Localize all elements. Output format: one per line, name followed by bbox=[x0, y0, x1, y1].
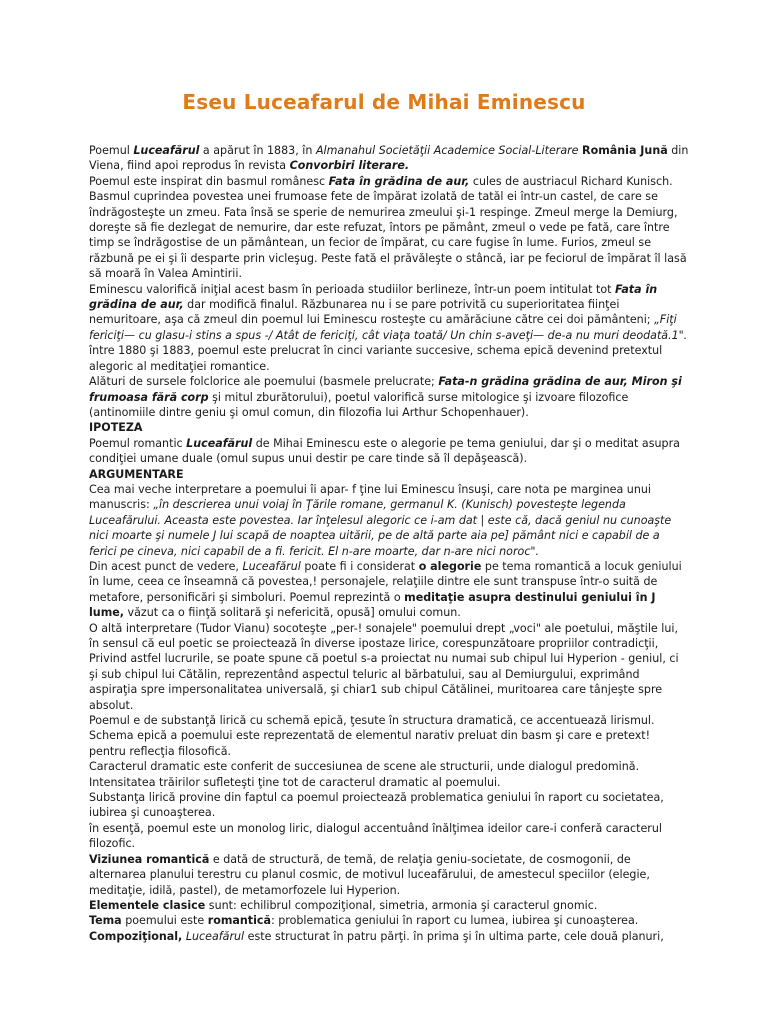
text-run: Caracterul dramatic este conferit de succesiunea de scene ale structurii, unde dialogul predomină. Intensitatea trăirilor sufleteşti ţine tot de caracterul dramatic al poemului. bbox=[89, 760, 640, 789]
text-run: Luceafărul bbox=[133, 144, 200, 157]
text-run: Luceafărul bbox=[242, 559, 301, 573]
paragraph bbox=[89, 374, 689, 420]
text-run: de Mihai Eminescu este o alegorie pe tema geniului, dar şi o meditat asupra condiţiei umane duale (omul supus unui destir pe care tinde să îl depăşească). bbox=[89, 436, 680, 466]
text-run: O altă interpretare (Tudor Vianu) socoteşte „per-! sonajele" poemului drept „voci" ale poetului, măştile lui, în sensul că eul poetic se proiectează în diverse ipostaze lirice, corespunzătoare propriilor contradicţii, Privind astfel lucrurile, se poate spune că poetul s-a proiectat nu numai sub chipul lui Hyperion - geniul, ci şi sub chipul lui Cătălin, reprezentând aspectul teluric al bărbatului, sau al Demiurgului, exprimând aspiraţia spre impersonalitatea universală, şi chiar1 sub chipul Cătălinei, muritoarea care tânjeşte spre absolut. bbox=[89, 621, 679, 712]
text-run: romantică bbox=[207, 914, 271, 928]
paragraph bbox=[89, 559, 689, 621]
paragraph bbox=[89, 929, 689, 944]
text-run: Poemul e de substanţă lirică cu schemă epică, ţesute în structura dramatică, ce accentuează lirismul. Schema epică a poemului este reprezentată de elementul narativ preluat din basm şi care e pretext! pentru reflecţia filosofică. bbox=[89, 714, 655, 758]
text-run: dar modifică finalul. Răzbunarea nu i se pare potrivită cu superioritatea fiinţei nemuritoare, aşa că zmeul din poemul lui Eminescu rosteşte cu amărăciune către cei doi pământeni; bbox=[89, 298, 655, 327]
text-run: Viziunea romantică bbox=[89, 852, 210, 866]
text-run: şi mitul zburătorului), poetul valorifică surse mitologice şi izvoare filozofice (antinomiile dintre geniu şi omul comun, din filozofia lui Arthur Schopenhauer). bbox=[89, 390, 629, 419]
text-run: a apărut în 1883, în bbox=[199, 144, 316, 157]
text-run: ARGUMENTARE bbox=[89, 467, 184, 481]
text-run: o alegorie bbox=[418, 559, 482, 573]
paragraph bbox=[89, 482, 689, 559]
text-run: Luceafărul bbox=[186, 436, 253, 450]
text-run: meditaţie asupra destinului geniului în J lume, bbox=[89, 590, 656, 620]
text-run: sunt: echilibrul compoziţional, simetria, armonia şi caracterul gnomic. bbox=[205, 898, 598, 912]
text-run: între 1880 şi 1883, poemul este prelucrat în cinci variante succesive, schema epică devenind pretextul alegoric al meditaţiei romantice. bbox=[89, 344, 663, 373]
text-run: Poemul romantic bbox=[89, 436, 187, 450]
text-run: Fata în grădina de aur, bbox=[328, 174, 470, 188]
text-run: este structurat în patru părţi. în prima şi în ultima parte, cele două planuri, bbox=[244, 929, 664, 943]
paragraph bbox=[89, 174, 689, 189]
text-run: din Viena, fiind apoi reprodus în revista bbox=[89, 144, 689, 173]
paragraph bbox=[89, 621, 689, 713]
text-run: Basmul cuprindea povestea unei frumoase fete de împărat izolată de tatăl ei într-un castel, de care se îndrăgosteşte un zmeu. Fata însă se sperie de nemurirea zmeului şi-1 respinge. Zmeul merge la Demiurg, doreşte să fie dezlegat de nemurire, dar este refuzat, întors pe pământ, zmeul o vede pe fată, care între timp se îndrăgostise de un pământean, un fecior de împărat, cu care fugise în lume. Furios, zmeul se răzbună pe ei şi îi desparte prin vicleşug. Peste fată el prăvăleşte o stâncă, iar pe feciorul de împărat îl lasă să moară în Valea Amintirii. bbox=[89, 190, 687, 281]
paragraph bbox=[89, 436, 689, 467]
document-title: Eseu Luceafarul de Mihai Eminescu bbox=[182, 90, 586, 114]
text-run: poemului este bbox=[121, 914, 208, 928]
paragraph bbox=[89, 143, 689, 174]
text-run: România Jună bbox=[582, 144, 668, 157]
document-body bbox=[89, 143, 689, 944]
text-run: Eminescu valorifică iniţial acest basm în perioada studiilor berlineze, într-un poem intitulat tot bbox=[89, 282, 616, 296]
text-run: Fata-n grădina grădina de aur, Miron şi frumoasa fără corp bbox=[89, 375, 682, 404]
text-run: Cea mai veche interpretare a poemului îi apar- f ţine lui Eminescu însuşi, care nota pe marginea unui manuscris: bbox=[89, 482, 651, 512]
paragraph bbox=[89, 282, 689, 344]
paragraph bbox=[89, 898, 689, 913]
text-run: poate fi i considerat bbox=[300, 559, 419, 573]
paragraph bbox=[89, 790, 689, 821]
text-run: Fata în grădina de aur, bbox=[89, 282, 658, 312]
paragraph bbox=[89, 913, 689, 928]
text-run: Poemul bbox=[89, 144, 134, 157]
text-run: e dată de structură, de temă, de relaţia geniu-societate, de cosmogonii, de alternarea planului terestru cu planul cosmic, de motivul luceafărului, de amestecul speciilor (elegie, meditaţie, idilă, pastel), de metamorfozele lui Hyperion. bbox=[89, 852, 650, 897]
text-run: Alături de sursele folclorice ale poemului (basmele prelucrate; bbox=[89, 375, 439, 389]
paragraph bbox=[89, 189, 689, 281]
text-run: Convorbiri literare. bbox=[289, 159, 410, 173]
paragraph bbox=[89, 343, 689, 374]
text-run: cules de austriacul Richard Kunisch. bbox=[469, 174, 673, 188]
text-run: Elementele clasice bbox=[89, 898, 206, 912]
text-run: Compoziţional, bbox=[89, 929, 183, 943]
paragraph bbox=[89, 420, 689, 435]
text-run: : problematica geniului în raport cu lumea, iubirea şi cunoaşterea. bbox=[270, 914, 639, 928]
paragraph bbox=[89, 821, 689, 852]
text-run: Almanahul Societăţii Academice Social-Literare bbox=[315, 144, 579, 157]
text-run: în esenţă, poemul este un monolog liric, dialogul accentuând înălţimea ideilor care-i conferă caracterul filozofic. bbox=[89, 821, 662, 851]
text-run: văzut ca o fiinţă solitară şi nefericită, opusă] omului comun. bbox=[124, 606, 461, 620]
paragraph bbox=[89, 759, 689, 790]
text-run: „Fiţi fericiţi— cu glasu-i stins a spus -/ Atât de fericiţi, cât viaţa toată/ Un chin s-aveţi— de-a nu muri deodată.1". bbox=[89, 313, 688, 342]
text-run: Tema bbox=[89, 914, 122, 928]
paragraph bbox=[89, 713, 689, 759]
paragraph bbox=[89, 852, 689, 898]
text-run: „în descrierea unui voiaj în Ţările romane, germanul K. (Kunisch) povesteşte legenda Luceafărului. Aceasta este povestea. Iar înţelesul alegoric ce i-am dat | este că, dacă geniul nu cunoaşte nici moarte şi numele J lui scapă de noaptea uitării, pe de altă parte aia pe] pământ nici e capabil de a ferici pe cineva, nici capabil de a fi. fericit. El n-are moarte, dar n-are nici noroc". bbox=[89, 498, 672, 558]
text-run: Din acest punct de vedere, bbox=[89, 559, 243, 573]
paragraph bbox=[89, 467, 689, 482]
text-run: pe tema romantică a locuk geniului în lume, ceea ce înseamnă că povestea,! personajele, relaţiile dintre ele sunt transpuse într-o suită de metafore, personificări şi simboluri. Poemul reprezintă o bbox=[89, 559, 682, 604]
text-run: Poemul este inspirat din basmul românesc bbox=[89, 174, 329, 188]
text-run: IPOTEZA bbox=[89, 421, 143, 435]
text-run: Luceafărul bbox=[185, 929, 245, 943]
text-run: Substanţa lirică provine din faptul ca poemul proiectează problematica geniului în raport cu societatea, iubirea şi cunoaşterea. bbox=[89, 791, 664, 820]
